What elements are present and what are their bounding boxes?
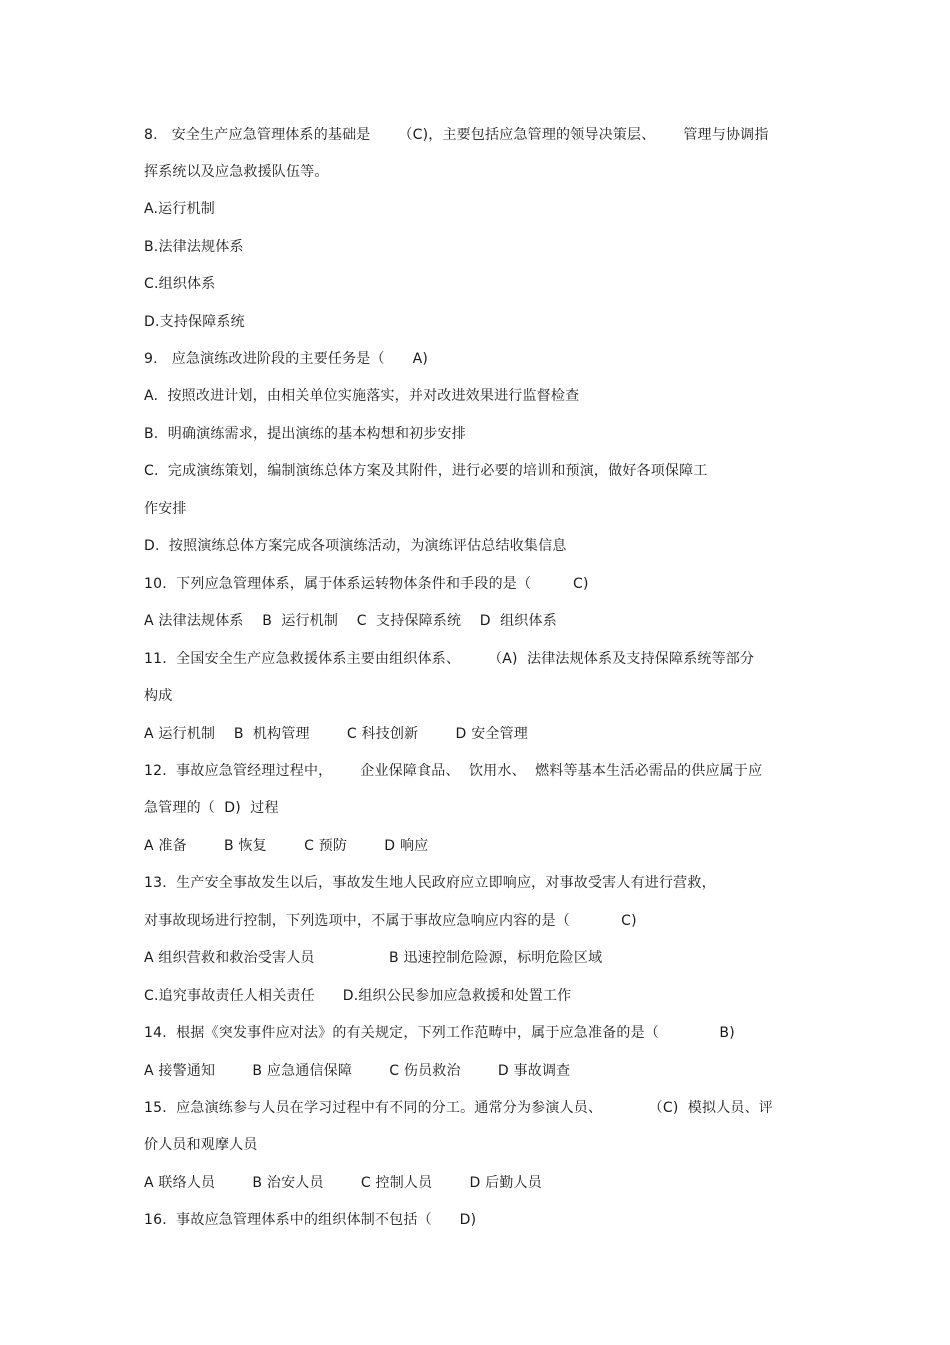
q16-stem: 16. 事故应急管理体系中的组织体制不包括（ D) [144,1212,477,1228]
q9-option-c-line-2: 作安排 [144,501,187,517]
q10-options: A 法律法规体系 B 运行机制 C 支持保障系统 D 组织体系 [144,613,557,629]
q11-options: A 运行机制 B 机构管理 C 科技创新 D 安全管理 [144,726,528,742]
q9-option-c-line-1: C. 完成演练策划，编制演练总体方案及其附件，进行必要的培训和预演，做好各项保障工 [144,463,708,479]
q13-stem-line-2: 对事故现场进行控制，下列选项中，不属于事故应急响应内容的是（ C) [144,913,637,929]
q11-stem-line-1: 11. 全国安全生产应急救援体系主要由组织体系、 （A) 法律法规体系及支持保障系统等部分 [144,651,755,667]
q8-option-c: C.组织体系 [144,276,216,292]
q13-stem-line-1: 13. 生产安全事故发生以后，事故发生地人民政府应立即响应，对事故受害人有进行营救， [144,875,716,891]
q9-option-d: D. 按照演练总体方案完成各项演练活动，为演练评估总结收集信息 [144,538,567,554]
q10-stem: 10. 下列应急管理体系，属于体系运转物体条件和手段的是（ C) [144,576,589,592]
q15-options: A 联络人员 B 治安人员 C 控制人员 D 后勤人员 [144,1175,542,1191]
q14-stem: 14. 根据《突发事件应对法》的有关规定，下列工作范畴中，属于应急准备的是（ B) [144,1025,735,1041]
q15-stem-line-1: 15. 应急演练参与人员在学习过程中有不同的分工。通常分为参演人员、 （C) 模拟人员、评 [144,1100,774,1116]
q14-options: A 接警通知 B 应急通信保障 C 伤员救治 D 事故调查 [144,1063,571,1079]
q11-stem-line-2: 构成 [144,688,173,704]
q8-stem-line-1: 8. 安全生产应急管理体系的基础是 （C)，主要包括应急管理的领导决策层、 管理与协调指 [144,127,769,143]
q13-options-row-1: A 组织营救和救治受害人员 B 迅速控制危险源，标明危险区域 [144,950,603,966]
q8-option-d: D.支持保障系统 [144,314,245,330]
q12-stem-line-1: 12. 事故应急管经理过程中， 企业保障食品、 饮用水、 燃料等基本生活必需品的供应属于应 [144,763,763,779]
q15-stem-line-2: 价人员和观摩人员 [144,1137,258,1153]
q8-stem-line-2: 挥系统以及应急救援队伍等。 [144,164,329,180]
q9-option-a: A. 按照改进计划，由相关单位实施落实，并对改进效果进行监督检查 [144,388,580,404]
q8-option-a: A.运行机制 [144,201,215,217]
q12-options: A 准备 B 恢复 C 预防 D 响应 [144,838,429,854]
q8-option-b: B.法律法规体系 [144,239,244,255]
q9-option-b: B. 明确演练需求，提出演练的基本构想和初步安排 [144,426,466,442]
q13-options-row-2: C.追究事故责任人相关责任 D.组织公民参加应急救援和处置工作 [144,988,572,1004]
q9-stem: 9. 应急演练改进阶段的主要任务是（ A) [144,351,429,367]
q12-stem-line-2: 急管理的（ D) 过程 [144,800,279,816]
